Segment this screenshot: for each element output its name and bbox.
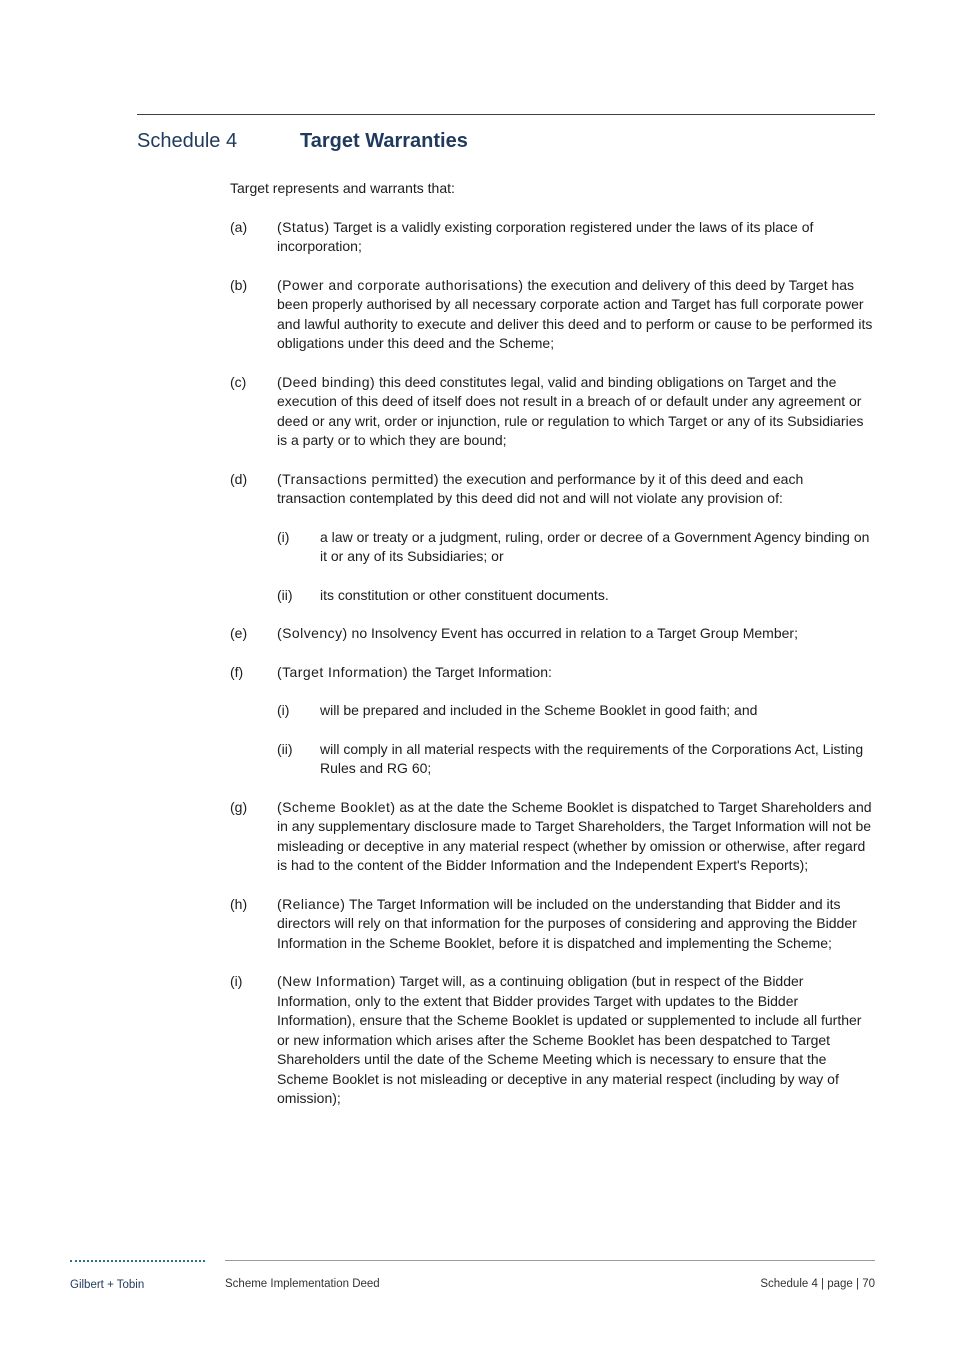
warranty-text: the execution and delivery of this deed by Target has been properly authorised by all necessary corporate action and Target has full corporate power and lawful authority to execute and deliver this deed and to perform or cause to be performed its obligations under this deed and the Scheme; xyxy=(277,276,873,351)
warranty-item xyxy=(230,218,875,257)
warranty-item-paragraph xyxy=(277,276,875,354)
warranty-item-body xyxy=(277,373,875,451)
warranty-term: (Target Information) xyxy=(277,663,409,680)
warranty-term: (Scheme Booklet) xyxy=(277,798,396,815)
warranty-text: Target is a validly existing corporation registered under the laws of its place of incorporation; xyxy=(277,218,814,254)
firm-name: Gilbert + Tobin xyxy=(70,1279,145,1291)
warranty-subitem xyxy=(277,701,875,721)
warranty-item-paragraph xyxy=(277,624,875,644)
warranty-subitem-text: its constitution or other constituent documents. xyxy=(320,586,609,603)
warranty-item xyxy=(230,798,875,876)
warranty-item-label: (a) xyxy=(230,218,248,235)
warranty-subitem-label: (ii) xyxy=(277,586,293,603)
warranty-subitem xyxy=(277,586,875,606)
warranty-list xyxy=(137,218,875,1109)
warranty-item-body xyxy=(277,895,875,954)
warranty-text: as at the date the Scheme Booklet is dispatched to Target Shareholders and in any supplementary disclosure made to Target Shareholders, the Target Information will not be misleading or deceptive in any material respect (whether by omission or otherwise, after regard is had to the content of the Bidder Information and the Independent Expert's Reports); xyxy=(277,798,872,873)
warranty-subitem-label: (i) xyxy=(277,702,290,718)
warranty-item-body xyxy=(277,276,875,354)
warranty-subitem-label: (ii) xyxy=(277,740,293,757)
warranty-item-label: (f) xyxy=(230,663,244,680)
warranty-term: (Reliance) xyxy=(277,895,346,912)
warranty-item-label: (e) xyxy=(230,625,248,641)
page-reference: Schedule 4 | page | 70 xyxy=(760,1278,875,1290)
intro-paragraph: Target represents and warrants that: xyxy=(230,180,455,196)
warranty-item-paragraph xyxy=(277,373,875,451)
warranty-text: The Target Information will be included on the understanding that Bidder and its directors will rely on that information for the purposes of considering and approving the Bidder Information in the Scheme Booklet, before it is dispatched and implementing the Scheme; xyxy=(277,895,857,951)
warranty-item-body xyxy=(277,624,875,644)
warranty-item xyxy=(230,624,875,644)
warranty-subitem-label: (i) xyxy=(277,528,290,545)
warranty-subitem-text: a law or treaty or a judgment, ruling, order or decree of a Government Agency binding on it or any of its Subsidiaries; or xyxy=(320,528,870,564)
warranty-text: the Target Information: xyxy=(412,663,552,680)
warranty-item-body xyxy=(277,798,875,876)
warranty-term: (Status) xyxy=(277,218,330,235)
warranty-term: (New Information) xyxy=(277,973,396,989)
warranty-item xyxy=(230,276,875,354)
warranty-item-label: (h) xyxy=(230,895,248,912)
schedule-number: Schedule 4 xyxy=(137,130,238,152)
warranty-item-label: (c) xyxy=(230,373,247,390)
warranty-item-label: (i) xyxy=(230,973,243,989)
warranty-item-body xyxy=(277,218,875,257)
warranty-item-paragraph xyxy=(277,470,875,509)
warranty-text: Target will, as a continuing obligation (but in respect of the Bidder Information, only to the extent that Bidder provides Target with updates to the Bidder Information), ensure that the Scheme Booklet is updated or supplemented to include all further or new information which arises after the Scheme Booklet has been despatched to Target Shareholders until the date of the Scheme Meeting which is necessary to ensure that the Scheme Booklet is not misleading or deceptive in any material respect (including by way of omission); xyxy=(277,973,862,1106)
warranty-item xyxy=(230,895,875,954)
warranty-text: no Insolvency Event has occurred in relation to a Target Group Member; xyxy=(351,625,798,641)
warranty-item-paragraph xyxy=(277,218,875,257)
warranty-item-paragraph xyxy=(277,663,875,683)
footer-info-block xyxy=(225,1260,875,1291)
warranty-term: (Deed binding) xyxy=(277,373,376,390)
warranty-item-paragraph xyxy=(277,798,875,876)
warranty-item xyxy=(230,972,875,1109)
warranty-text: this deed constitutes legal, valid and binding obligations on Target and the execution of this deed of itself does not result in a breach of or default under any agreement or deed or any writ, order or injunction, rule or regulation to which Target or any of its Subsidiaries is a party or to which they are bound; xyxy=(277,373,864,448)
schedule-heading xyxy=(137,128,875,155)
warranty-item-body xyxy=(277,972,875,1109)
warranty-text: the execution and performance by it of this deed and each transaction contemplated by this deed did not and will not violate any provision of: xyxy=(277,470,804,506)
warranty-term: (Transactions permitted) xyxy=(277,470,439,487)
warranty-item-body xyxy=(277,663,875,779)
warranty-item xyxy=(230,663,875,779)
warranty-subitem-text: will be prepared and included in the Scheme Booklet in good faith; and xyxy=(320,702,758,718)
warranty-item-label: (g) xyxy=(230,798,248,815)
warranty-item-body xyxy=(277,470,875,606)
document-content xyxy=(137,114,875,1109)
page-footer xyxy=(70,1260,875,1291)
footer-firm-block xyxy=(70,1260,205,1291)
document-name: Scheme Implementation Deed xyxy=(225,1278,380,1290)
warranty-item-paragraph xyxy=(277,972,875,1109)
header-rule xyxy=(137,114,875,115)
warranty-subitem xyxy=(277,528,875,567)
schedule-title: Target Warranties xyxy=(300,130,468,152)
warranty-item-paragraph xyxy=(277,895,875,954)
warranty-subitem xyxy=(277,740,875,779)
warranty-term: (Power and corporate authorisations) xyxy=(277,276,524,293)
warranty-subitem-text: will comply in all material respects with the requirements of the Corporations Act, Listing Rules and RG 60; xyxy=(320,740,864,776)
warranty-item-label: (d) xyxy=(230,470,248,487)
warranty-item xyxy=(230,470,875,606)
warranty-term: (Solvency) xyxy=(277,625,348,641)
warranty-item-label: (b) xyxy=(230,276,248,293)
warranty-item xyxy=(230,373,875,451)
